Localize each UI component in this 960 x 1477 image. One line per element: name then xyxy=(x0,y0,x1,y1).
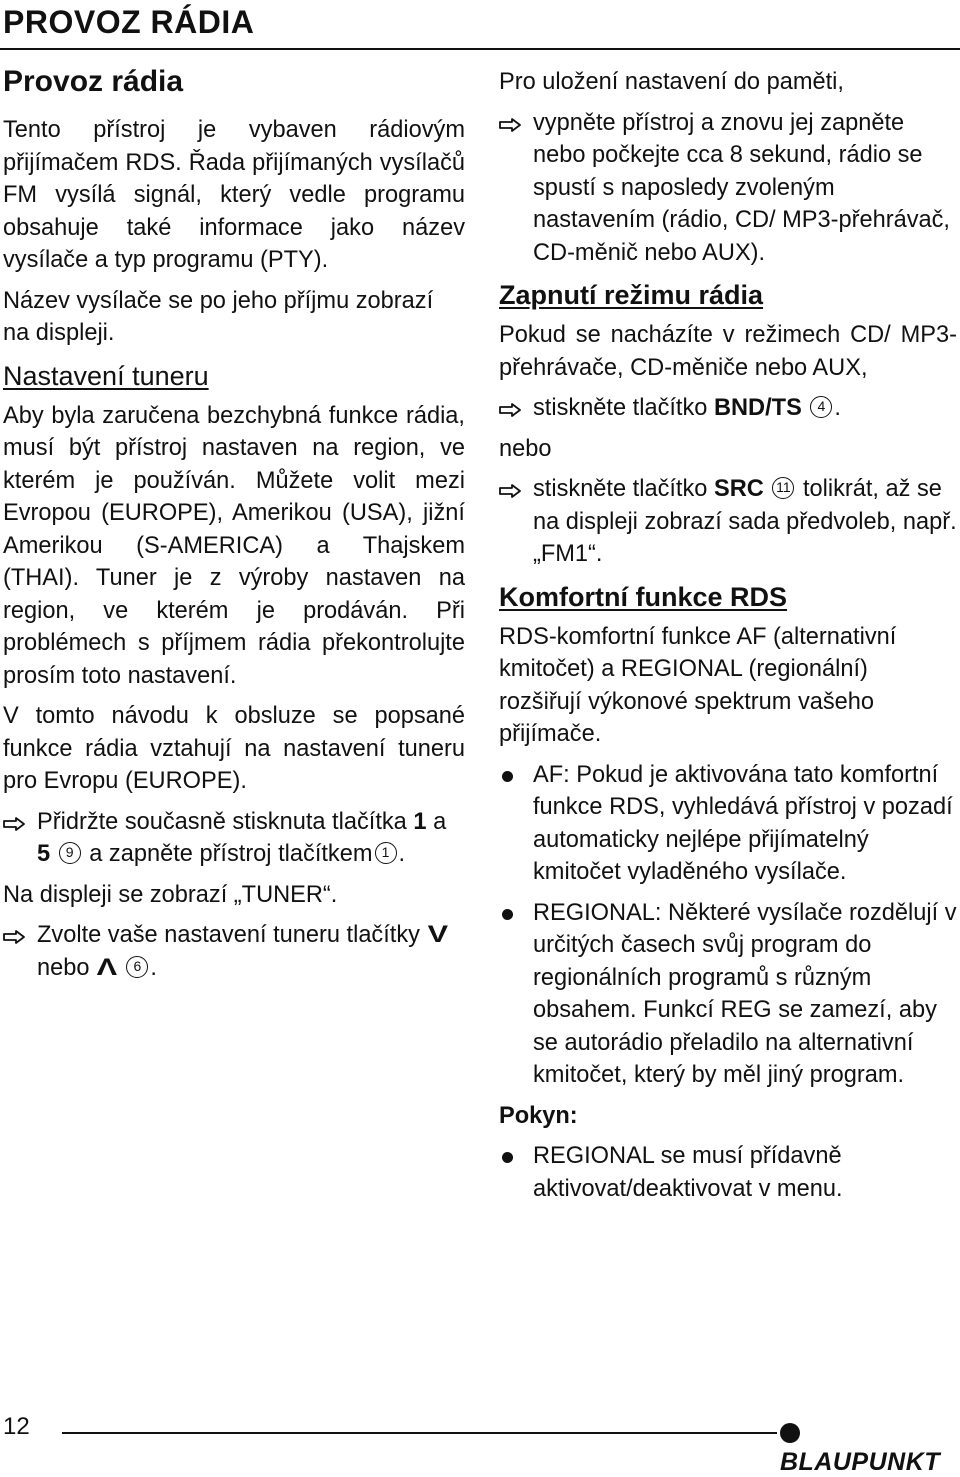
or-text: nebo xyxy=(499,435,552,462)
heading-tuner-settings: Nastavení tuneru xyxy=(3,360,209,391)
radio-mode-paragraph: Pokud se nacházíte v režimech CD/ MP3-přehrávače, CD-měniče nebo AUX, xyxy=(499,322,957,381)
key-src: SRC xyxy=(713,476,764,502)
arrow-icon xyxy=(3,930,25,944)
section-title-radio: Provoz rádia xyxy=(3,65,184,98)
key-5: 5 xyxy=(37,841,51,867)
tuner-paragraph-2: V tomto návodu k obsluze se popsané funkce rádia vztahují na nastavení tuneru pro Evropu (EUROPE). xyxy=(3,703,465,794)
footer-rule xyxy=(62,1432,777,1434)
step-hold-keys: Přidržte současně stisknuta tlačítka 1 a 5 9 a zapněte přístroj tlačítkem 1 . xyxy=(3,806,465,871)
heading-rds-functions: Komfortní funkce RDS xyxy=(499,581,788,612)
bullet-af: AF: Pokud je aktivována tato komfortní funkce RDS, vyhledává přístroj v pozadí automaticky nejlépe přijímatelný kmitočet vyladěného vysílače. xyxy=(499,759,957,889)
arrow-icon xyxy=(3,817,25,831)
key-bnd-ts: BND/TS xyxy=(713,395,802,421)
page-number: 12 xyxy=(3,1413,30,1440)
callout-number-6: 6 xyxy=(126,956,148,978)
intro-paragraph: Tento přístroj je vybaven rádiovým přijímačem RDS. Řada přijímaných vysílačů FM vysílá signál, který vedle programu obsahuje také informace jako název vysílače a typ programu (PTY). xyxy=(3,117,465,273)
brand-dot-icon xyxy=(780,1423,800,1443)
page-header-title: PROVOZ RÁDIA xyxy=(3,4,255,40)
bullet-note: REGIONAL se musí přídavně aktivovat/deaktivovat v menu. xyxy=(499,1140,957,1205)
step-save: vypněte přístroj a znovu jej zapněte nebo počkejte cca 8 sekund, rádio se spustí s naposledy zvoleným nastavením (rádio, CD/ MP3-přehrávač, CD-měnič nebo AUX). xyxy=(499,107,957,270)
display-tuner-text: Na displeji se zobrazí „TUNER“. xyxy=(3,881,338,908)
step-select-tuner: Zvolte vaše nastavení tuneru tlačítky V nebo Λ 6 . xyxy=(3,919,465,984)
save-intro: Pro uložení nastavení do paměti, xyxy=(499,69,844,95)
bullet-icon xyxy=(502,771,513,782)
step-press-src: stiskněte tlačítko SRC 11 tolikrát, až se na displeji zobrazí sada předvoleb, např. „FM1“. xyxy=(499,473,957,571)
bullet-icon xyxy=(502,909,513,920)
note-label: Pokyn: xyxy=(499,1102,578,1129)
tuner-paragraph-1: Aby byla zaručena bezchybná funkce rádia, musí být přístroj nastaven na region, ve kterém je používán. Můžete volit mezi Evropou (EUROPE), Amerikou (USA), jižní Amerikou (S-AMERICA) a Thajskem (THAI). Tuner je z výroby nastaven na region, ve kterém je prodáván. Při problémech s příjmem rádia překontrolujte prosím toto nastavení. xyxy=(3,402,465,689)
step-press-bnd: stiskněte tlačítko BND/TS 4 . xyxy=(499,392,957,425)
callout-number-9: 9 xyxy=(59,842,81,864)
callout-number-4: 4 xyxy=(810,396,832,418)
chevron-down-icon: V xyxy=(427,922,448,948)
left-column xyxy=(3,62,465,992)
right-column xyxy=(499,66,957,1213)
header-rule xyxy=(0,48,960,50)
brand-logo: BLAUPUNKT xyxy=(780,1419,960,1477)
chevron-up-icon: Λ xyxy=(96,954,118,981)
callout-number-11: 11 xyxy=(772,477,794,499)
rds-paragraph: RDS-komfortní funkce AF (alternativní kmitočet) a REGIONAL (regionální) rozšiřují výkonové spektrum vašeho přijímače. xyxy=(499,623,897,747)
intro-paragraph-2: Název vysílače se po jeho příjmu zobrazí na displeji. xyxy=(3,287,434,346)
arrow-icon xyxy=(499,484,521,498)
arrow-icon xyxy=(499,403,521,417)
heading-radio-mode: Zapnutí režimu rádia xyxy=(499,280,764,310)
callout-number-1: 1 xyxy=(375,842,397,864)
bullet-icon xyxy=(502,1152,513,1163)
arrow-icon xyxy=(499,118,521,132)
bullet-regional: REGIONAL: Některé vysílače rozdělují v určitých časech svůj program do regionálních programů s různým obsahem. Funkcí REG se zamezí, aby se autorádio přeladilo na alternativní kmitočet, který by měl jiný program. xyxy=(499,897,957,1092)
key-1: 1 xyxy=(413,808,427,835)
